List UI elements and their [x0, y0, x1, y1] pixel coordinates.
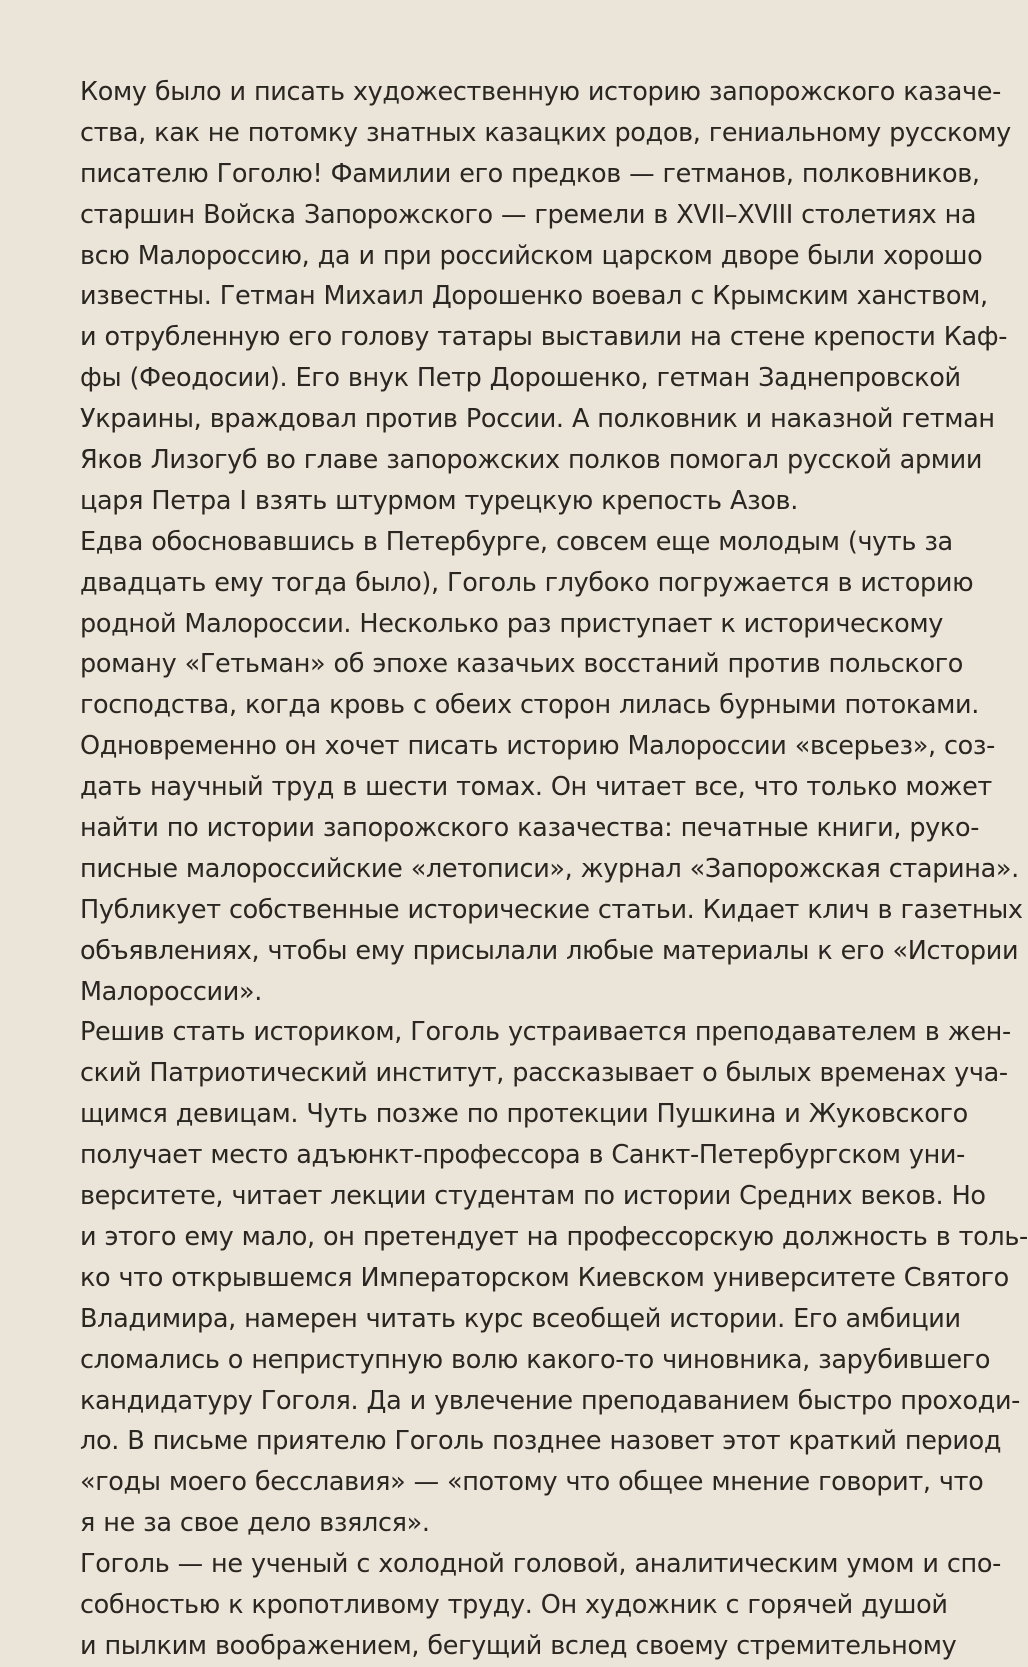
text-line: Одновременно он хочет писать историю Малороссии «всерьез», соз- [80, 731, 995, 762]
paragraph [80, 72, 1011, 522]
text-line: роману «Гетьман» об эпохе казачьих восстаний против польского [80, 649, 964, 680]
text-line: и отрубленную его голову татары выставили на стене крепости Каф- [80, 322, 1008, 353]
text-line: Решив стать историком, Гоголь устраивается преподавателем в жен- [80, 1017, 1011, 1048]
text-line: ства, как не потомку знатных казацких родов, гениальному русскому [80, 117, 1011, 148]
text-line: и пылким воображением, бегущий вслед своему стремительному [80, 1630, 957, 1661]
text-line: Гоголь — не ученый с холодной головой, аналитическим умом и спо- [80, 1549, 1001, 1580]
text-line: известны. Гетман Михаил Дорошенко воевал с Крымским ханством, [80, 281, 988, 312]
text-line: всю Малороссию, да и при российском царском дворе были хорошо [80, 240, 983, 271]
text-line: Кому было и писать художественную историю запорожского казаче- [80, 77, 1001, 107]
text-line: Украины, враждовал против России. А полковник и наказной гетман [80, 404, 995, 435]
text-line: объявлениях, чтобы ему присылали любые материалы к его «Истории [80, 935, 1019, 966]
text-line: двадцать ему тогда было), Гоголь глубоко погружается в историю [80, 567, 974, 598]
text-line: собностью к кропотливому труду. Он художник с горячей душой [80, 1589, 948, 1620]
text-line: господства, когда кровь с обеих сторон лилась бурными потоками. [80, 690, 980, 721]
text-line: и этого ему мало, он претендует на профессорскую должность в толь- [80, 1221, 1028, 1252]
text-line: «годы моего бесславия» — «потому что общее мнение говорит, что [80, 1467, 984, 1498]
paragraph [80, 1544, 1001, 1667]
text-line: ло. В письме приятелю Гоголь позднее назовет этот краткий период [80, 1426, 1002, 1457]
text-line: Владимира, намерен читать курс всеобщей истории. Его амбиции [80, 1303, 961, 1334]
text-line: дать научный труд в шести томах. Он читает все, что только может [80, 772, 992, 803]
text-line: царя Петра I взять штурмом турецкую крепость Азов. [80, 485, 798, 516]
text-line: кандидатуру Гоголя. Да и увлечение преподаванием быстро проходи- [80, 1385, 1021, 1416]
text-line: родной Малороссии. Несколько раз приступает к историческому [80, 608, 943, 639]
text-line: писные малороссийские «летописи», журнал «Запорожская старина». [80, 853, 1019, 884]
paragraph [80, 522, 1023, 1013]
text-line: получает место адъюнкт-профессора в Санкт-Петербургском уни- [80, 1140, 965, 1171]
text-line: старшин Войска Запорожского — гремели в XVII–XVIII столетиях на [80, 199, 977, 230]
text-line: Яков Лизогуб во главе запорожских полков помогал русской армии [80, 445, 983, 476]
paragraph [80, 1012, 1028, 1544]
text-line: писателю Гоголю! Фамилии его предков — гетманов, полковников, [80, 158, 980, 189]
text-line: Малороссии». [80, 976, 263, 1007]
text-line: ский Патриотический институт, рассказывает о былых временах уча- [80, 1058, 1008, 1089]
text-line: щимся девицам. Чуть позже по протекции Пушкина и Жуковского [80, 1099, 968, 1130]
text-line: Едва обосновавшись в Петербурге, совсем еще молодым (чуть за [80, 526, 953, 557]
text-line: Публикует собственные исторические статьи. Кидает клич в газетных [80, 894, 1023, 925]
text-line: фы (Феодосии). Его внук Петр Дорошенко, гетман Заднепровской [80, 363, 961, 394]
text-line: верситете, читает лекции студентам по истории Средних веков. Но [80, 1181, 986, 1212]
text-line: найти по истории запорожского казачества: печатные книги, руко- [80, 813, 980, 844]
text-line: я не за свое дело взялся». [80, 1508, 430, 1539]
page-body-text [80, 72, 1028, 1667]
text-line: ко что открывшемся Императорском Киевском университете Святого [80, 1262, 1009, 1293]
text-line: сломались о неприступную волю какого-то чиновника, зарубившего [80, 1344, 991, 1375]
